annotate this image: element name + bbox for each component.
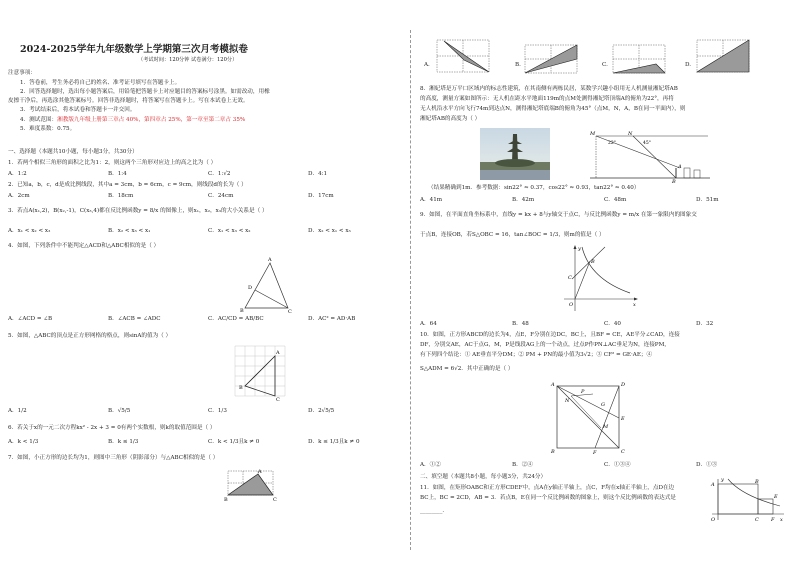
scope-prefix: 4．测试范围： — [20, 117, 58, 123]
q11-stem-line: 11．如图，在矩形OABC和正方形CDEF中，点A在y轴正半轴上，点C，F均在x轴正半轴上，点D在边 — [420, 485, 675, 491]
exam-subtitle: （考试时间：120分钟 试卷满分：120分） — [138, 57, 238, 63]
q7-option-d-figure[interactable] — [692, 38, 754, 76]
q9-option-c[interactable]: C．40 — [604, 321, 621, 327]
q10-stem-line: S△ADM = 6√2．其中正确的是（ ） — [420, 366, 514, 372]
q3-option-c[interactable]: C．x₁ < x₃ < x₂ — [208, 228, 251, 234]
note-item-scope — [20, 117, 245, 124]
q10-label: C — [621, 449, 625, 455]
note-item: 皮擦干净后，再选涂其他答案标号。回答非选择题时，将答案写在答题卡上。写在本试卷上无效。 — [8, 98, 249, 104]
q4-label: A — [268, 257, 272, 263]
note-item: 1．答卷前，考生务必将自己的姓名、准考证号填写在答题卡上。 — [20, 80, 181, 86]
q11-label: O — [711, 517, 716, 523]
q11-label: B — [755, 479, 759, 485]
q10-option-c[interactable]: C．①③④ — [604, 462, 631, 468]
q6-option-b[interactable]: B．k ≤ 1/3 — [108, 439, 139, 445]
q10-label: B — [551, 449, 555, 455]
q6-option-a[interactable]: A．k < 1/3 — [8, 439, 39, 445]
q7-option-b-figure[interactable] — [520, 42, 582, 76]
q9-label: O — [569, 302, 574, 308]
q7-option-c-figure[interactable] — [608, 42, 670, 76]
q8-option-a[interactable]: A．41m — [420, 197, 443, 203]
q2-option-d[interactable]: D．17cm — [308, 193, 334, 199]
q7-label: C — [273, 497, 277, 503]
q10-label: G — [601, 402, 605, 408]
q3-option-a[interactable]: A．x₁ < x₂ < x₃ — [8, 228, 51, 234]
q9-label: y — [578, 246, 581, 252]
q1-option-c[interactable]: C．1:√2 — [208, 171, 231, 177]
q6-option-c[interactable]: C．k < 1/3且k ≠ 0 — [208, 439, 260, 445]
q11-answer-blank[interactable]: ________． — [420, 508, 448, 514]
q4-label: B — [240, 308, 244, 313]
q8-label: 45° — [643, 141, 651, 146]
q11-label: F — [771, 517, 775, 523]
q7-stem: 7．如图，小正方形的边长均为1，则图中三角形（阴影部分）与△ABC相似的是（ ） — [8, 455, 219, 461]
note-item: 5．难度系数：0.75。 — [20, 126, 76, 132]
q7-option-a-figure[interactable] — [432, 38, 494, 76]
q5-option-d[interactable]: D．2√5/5 — [308, 408, 335, 414]
q8-stem-line: 的高度，测量方案如图所示：无人机在距水平地面119m的点M处测得湘妃塔顶端A的俯角为22°，再将 — [420, 96, 674, 102]
q5-label: C — [276, 397, 280, 401]
q8-option-b[interactable]: B．42m — [512, 197, 535, 203]
q7-figure — [220, 466, 278, 504]
tower-photo — [480, 128, 550, 180]
q9-option-d[interactable]: D．32 — [696, 321, 714, 327]
q8-stem-line: 湘妃塔AB的高度为（ ） — [420, 116, 481, 122]
q4-option-a[interactable]: A．∠ACD = ∠B — [8, 316, 53, 322]
q9-label: x — [633, 302, 636, 308]
q11-label: y — [721, 477, 724, 483]
q11-label: C — [755, 517, 759, 523]
q7-option-d[interactable]: D. — [685, 62, 692, 68]
q1-option-b[interactable]: B．1:4 — [108, 171, 127, 177]
q11-label: A — [711, 482, 715, 488]
q10-label: D — [621, 382, 626, 388]
q9-stem-line: 于点B，连接OB，若S△OBC = 16，tan∠BOC = 1/3，则m的值是（ ） — [420, 232, 605, 238]
q4-figure — [233, 253, 293, 313]
q2-option-a[interactable]: A．2cm — [8, 193, 30, 199]
q9-stem-line: 9．如图，在平面直角坐标系中，直线y = kx + 8与y轴交于点C，与反比例函数y = m/x 在第一象限内的图象交 — [420, 212, 697, 218]
q10-label: P — [581, 389, 585, 395]
q10-option-b[interactable]: B．②④ — [512, 462, 533, 468]
q7-option-a[interactable]: A. — [424, 62, 430, 68]
q8-label: M — [590, 131, 596, 137]
q8-reference: （结果精确到1m．参考数据：sin22° ≈ 0.37，cos22° ≈ 0.93，tan22° ≈ 0.40） — [428, 185, 640, 191]
q2-option-c[interactable]: C．24cm — [208, 193, 234, 199]
q5-stem: 5．如图，△ABC的顶点是正方形网格的格点，则sinA的值为（ ） — [8, 333, 172, 339]
q5-label: A — [276, 350, 280, 356]
q10-stem-line: 10．如图，正方形ABCD的边长为4，点E，F分别在边DC，BC上，且BF = CE，AE平分∠CAD，连接 — [420, 332, 680, 338]
q7-label: A — [258, 469, 262, 475]
notes-heading: 注意事项： — [8, 70, 36, 76]
q11-label: x — [780, 517, 783, 523]
q10-label: M — [603, 424, 609, 430]
q4-option-d[interactable]: D．AC² = AD·AB — [308, 316, 356, 322]
q10-stem-line: 有下列四个结论：① AE垂直平分DM；② PM + PN的最小值为3√2；③ CF² = GE·AE；④ — [420, 352, 653, 358]
q1-option-a[interactable]: A．1:2 — [8, 171, 27, 177]
q7-option-c[interactable]: C. — [602, 62, 608, 68]
q3-stem: 3．若点A(x₁,2)，B(x₂,-1)，C(x₃,4)都在反比例函数y = 8/x 的图像上，则x₁，x₂，x₃的大小关系是（ ） — [8, 208, 268, 214]
q6-option-d[interactable]: D．k ≤ 1/3且k ≠ 0 — [308, 439, 360, 445]
q5-option-a[interactable]: A．1/2 — [8, 408, 27, 414]
q4-option-c[interactable]: C．AC/CD = AB/BC — [208, 316, 264, 322]
q8-label: B — [672, 179, 676, 183]
section2-heading: 二、填空题（本题共8小题，每小题3分，共24分） — [420, 474, 547, 480]
column-divider — [410, 30, 411, 550]
q9-option-b[interactable]: B．48 — [512, 321, 529, 327]
q7-label: B — [224, 497, 228, 503]
q5-grid-figure — [230, 343, 290, 401]
q3-option-b[interactable]: B．x₂ < x₃ < x₁ — [108, 228, 151, 234]
q10-figure — [545, 380, 635, 455]
q8-option-d[interactable]: D．51m — [696, 197, 719, 203]
exam-title: 2024-2025学年九年级数学上学期第三次月考模拟卷 — [20, 44, 248, 55]
q4-option-b[interactable]: B．∠ACB = ∠ADC — [108, 316, 161, 322]
q10-label: F — [593, 450, 597, 455]
q4-label: C — [288, 309, 292, 313]
q10-label: E — [621, 416, 625, 422]
q1-stem: 1．若两个相似三角形的面积之比为1：2，则这两个三角形对应边上的高之比为（ ） — [8, 160, 217, 166]
q2-stem: 2．已知a，b，c，d是成比例线段，其中a = 3cm，b = 6cm，c = 9cm，则线段d的长为（ ） — [8, 182, 247, 188]
q1-option-d[interactable]: D．4:1 — [308, 171, 328, 177]
q8-option-c[interactable]: C．48m — [604, 197, 627, 203]
q9-label: C — [568, 275, 572, 281]
section1-heading: 一、选择题（本题共10小题，每小题3分，共30分） — [8, 149, 138, 155]
q8-label: A — [678, 164, 682, 170]
q4-stem: 4．如图，下列条件中不能判定△ACD和△ABC相似的是（ ） — [8, 243, 160, 249]
q5-option-c[interactable]: C．1/3 — [208, 408, 227, 414]
q8-label: 22° — [608, 141, 616, 146]
q10-stem-line: DF，分别交AE，AC于点G，M，P是线段AG上的一个动点，过点P作PN⊥AC垂足为N，连接PM， — [420, 342, 670, 348]
q5-label: B — [239, 385, 243, 391]
q6-stem: 6．若关于x的一元二次方程kx² - 2x + 3 = 0有两个实数根，则k的取值范围是（ ） — [8, 425, 216, 431]
q9-option-a[interactable]: A．64 — [420, 321, 437, 327]
q8-figure — [588, 128, 713, 183]
q8-stem-line: 无人机沿水平方向飞行74m到达点N，测得湘妃塔底端B的俯角为45°（点M，N，A，B在同一平面内），则 — [420, 106, 686, 112]
q11-stem-line: BC上，BC = 2CD，AB = 3．若点B，E在同一个反比例函数的图象上，则这个反比例函数的表达式是 — [420, 495, 676, 501]
q7-option-b[interactable]: B. — [515, 62, 521, 68]
q5-option-b[interactable]: B．√5/5 — [108, 408, 131, 414]
note-item: 3．考试结束后，将本试卷和答题卡一并交回。 — [20, 107, 136, 113]
q4-label: D — [248, 285, 253, 291]
q9-label: B — [591, 259, 595, 265]
q2-option-b[interactable]: B．18cm — [108, 193, 134, 199]
scope-highlight: 湘教版九年级上册第三章占 40%，第四章占 25%，第一章至第二章占 35% — [57, 117, 246, 123]
q10-label: N — [565, 398, 570, 404]
q10-option-a[interactable]: A．①② — [420, 462, 441, 468]
note-item: 2．回答选择题时，选出每小题答案后，用铅笔把答题卡上对应题目的答案标号涂黑。如需改动，用橡 — [20, 89, 270, 95]
q11-figure — [708, 476, 786, 524]
q11-label: E — [774, 494, 778, 500]
q8-label: N — [628, 131, 633, 137]
q10-label: A — [551, 382, 555, 388]
q3-option-d[interactable]: D．x₂ < x₁ < x₃ — [308, 228, 351, 234]
q10-option-d[interactable]: D．①③ — [696, 462, 718, 468]
q9-figure — [560, 243, 640, 315]
q8-stem-line: 8．湘妃塔是万平口区域内的标志性建筑，在其南侧有两栋民居，某数学兴趣小组用无人机测量湘妃塔AB — [420, 86, 678, 92]
